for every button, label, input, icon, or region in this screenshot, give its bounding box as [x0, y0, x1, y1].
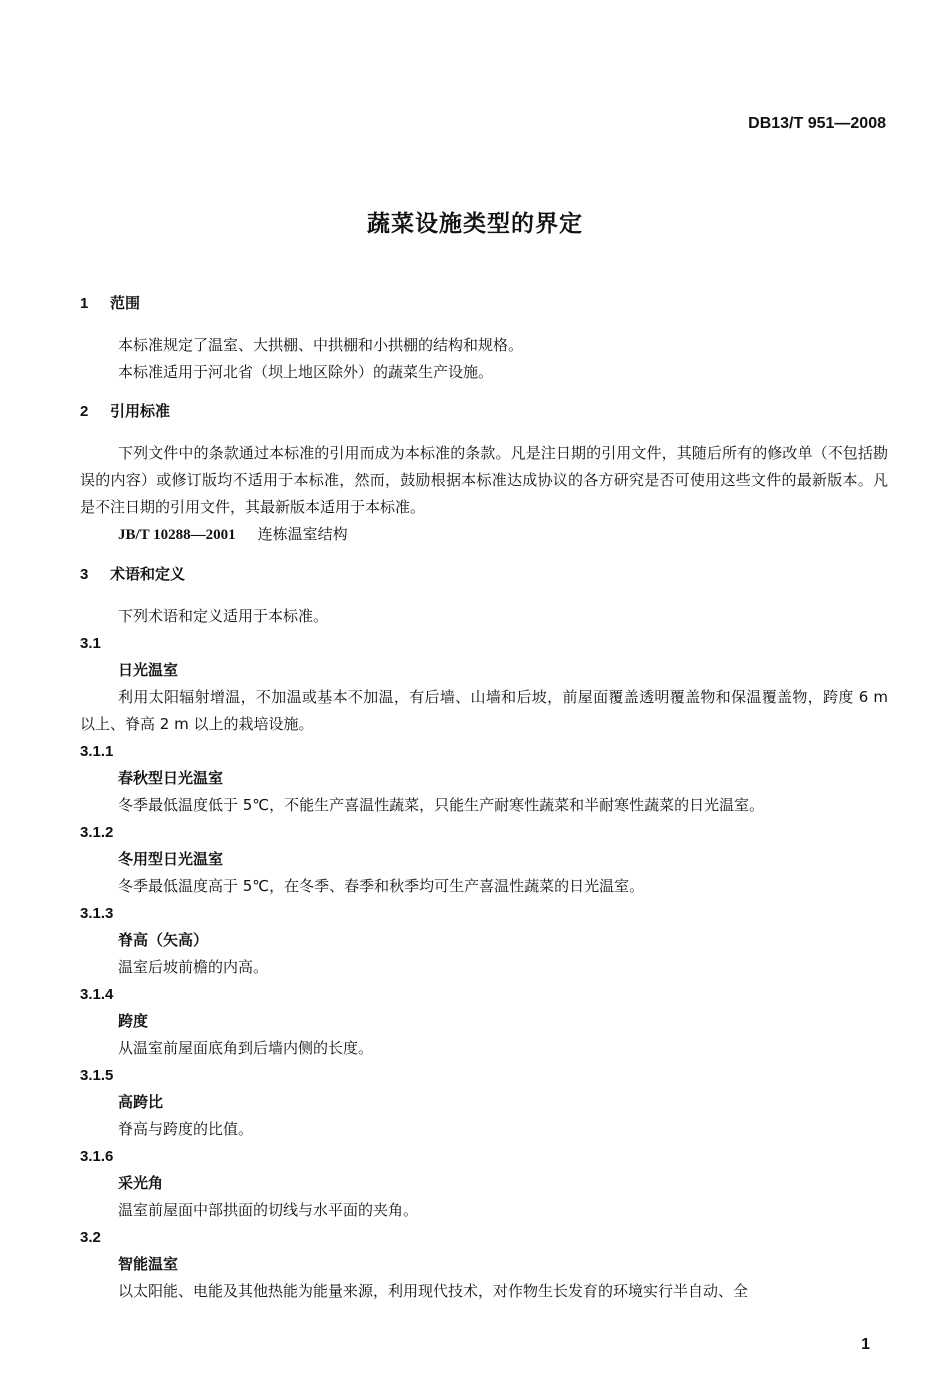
page-number: 1 [861, 1336, 870, 1353]
term-number: 3.1 [80, 635, 101, 652]
section-heading-terms [80, 561, 888, 587]
term-number: 3.2 [80, 1229, 101, 1246]
term-definition: 温室前屋面中部拱面的切线与水平面的夹角。 [118, 1201, 419, 1219]
term-name: 春秋型日光温室 [118, 769, 224, 787]
term-name: 高跨比 [118, 1093, 164, 1111]
term-number: 3.1.4 [80, 986, 114, 1003]
document-title: 蔬菜设施类型的界定 [367, 211, 583, 237]
term-entry [80, 630, 888, 738]
section-heading-references [80, 398, 888, 424]
paragraph: 本标准规定了温室、大拱棚、中拱棚和小拱棚的结构和规格。 [118, 336, 524, 354]
paragraph: 本标准适用于河北省（坝上地区除外）的蔬菜生产设施。 [118, 363, 494, 381]
term-name: 采光角 [118, 1174, 164, 1192]
section-number: 3 [80, 566, 89, 583]
term-name: 脊高（矢高） [118, 931, 209, 949]
paragraph: 下列术语和定义适用于本标准。 [118, 607, 329, 625]
term-number: 3.1.1 [80, 743, 114, 760]
term-entry [80, 819, 888, 900]
reference-item [80, 521, 888, 549]
term-definition: 冬季最低温度高于 5℃，在冬季、春季和秋季均可生产喜温性蔬菜的日光温室。 [118, 877, 645, 895]
term-name: 日光温室 [118, 661, 179, 679]
term-entry [80, 900, 888, 981]
term-definition: 从温室前屋面底角到后墙内侧的长度。 [118, 1039, 374, 1057]
term-number: 3.1.3 [80, 905, 114, 922]
section-number: 2 [80, 403, 89, 420]
term-definition: 冬季最低温度低于 5℃，不能生产喜温性蔬菜，只能生产耐寒性蔬菜和半耐寒性蔬菜的日光温室。 [118, 796, 765, 814]
section-title: 引用标准 [110, 402, 171, 420]
section-heading-scope [80, 290, 888, 316]
document-body [80, 290, 888, 1305]
term-entry [80, 1224, 888, 1305]
term-name: 智能温室 [118, 1255, 179, 1273]
section-number: 1 [80, 295, 89, 312]
reference-title: 连栋温室结构 [257, 525, 348, 543]
term-definition: 脊高与跨度的比值。 [118, 1120, 254, 1138]
term-name: 跨度 [118, 1012, 149, 1030]
section-title: 术语和定义 [110, 565, 186, 583]
term-definition: 利用太阳辐射增温，不加温或基本不加温，有后墙、山墙和后坡，前屋面覆盖透明覆盖物和保温覆盖物，跨度 6 m 以上、脊高 2 m 以上的栽培设施。 [80, 688, 888, 733]
paragraph: 下列文件中的条款通过本标准的引用而成为本标准的条款。凡是注日期的引用文件，其随后所有的修改单（不包括勘误的内容）或修订版均不适用于本标准，然而，鼓励根据本标准达成协议的各方研究是否可使用这些文件的最新版本。凡是不注日期的引用文件，其最新版本适用于本标准。 [80, 444, 888, 516]
term-number: 3.1.5 [80, 1067, 114, 1084]
section-title: 范围 [110, 294, 141, 312]
term-entry [80, 1062, 888, 1143]
term-entry [80, 981, 888, 1062]
term-definition: 以太阳能、电能及其他热能为能量来源，利用现代技术，对作物生长发育的环境实行半自动、全 [118, 1282, 749, 1300]
term-number: 3.1.6 [80, 1148, 114, 1165]
reference-code: JB/T 10288—2001 [118, 527, 236, 543]
standard-code: DB13/T 951—2008 [748, 115, 886, 132]
term-number: 3.1.2 [80, 824, 114, 841]
term-definition: 温室后坡前檐的内高。 [118, 958, 269, 976]
term-entry [80, 1143, 888, 1224]
term-name: 冬用型日光温室 [118, 850, 224, 868]
term-entry [80, 738, 888, 819]
